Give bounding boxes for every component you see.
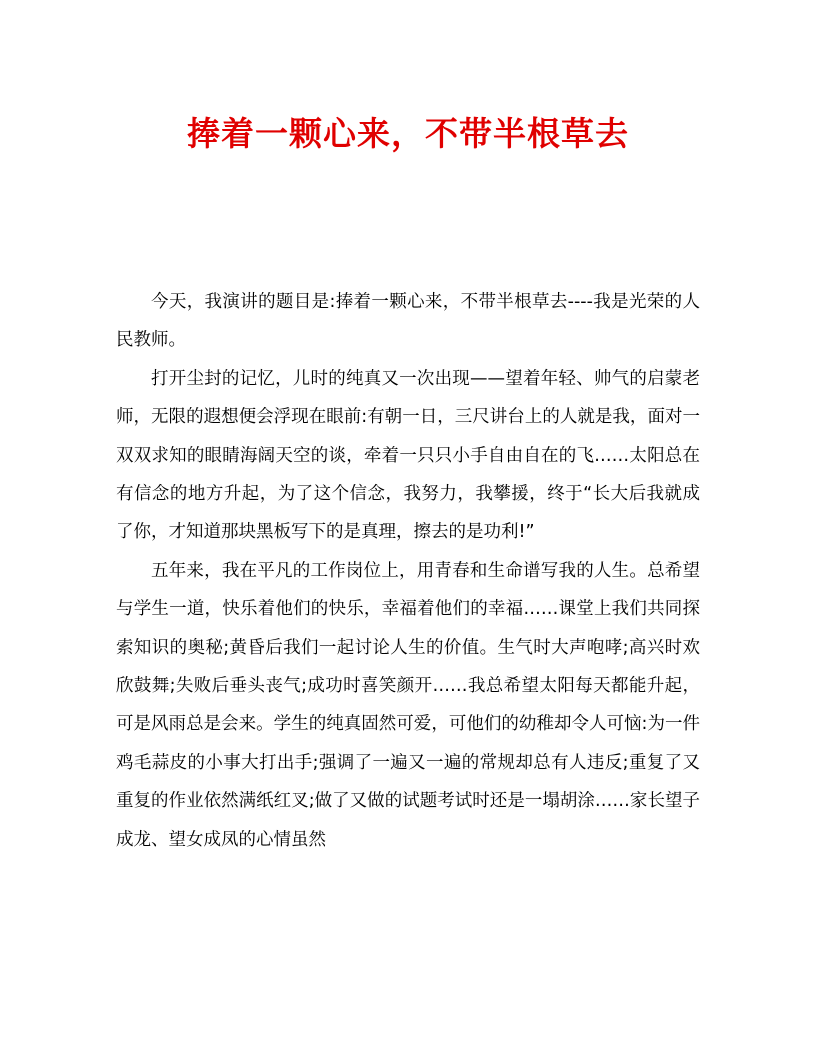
document-title: 捧着一颗心来，不带半根草去 xyxy=(187,114,629,153)
paragraph-3: 五年来，我在平凡的工作岗位上，用青春和生命谱写我的人生。总希望与学生一道，快乐着他们的快乐，幸福着他们的幸福……课堂上我们共同探索知识的奥秘;黄昏后我们一起讨论人生的价值。生气时大声咆哮;高兴时欢欣鼓舞;失败后垂头丧气;成功时喜笑颜开……我总希望太阳每天都能升起，可是风雨总是会来。学生的纯真固然可爱，可他们的幼稚却令人可恼:为一件鸡毛蒜皮的小事大打出手;强调了一遍又一遍的常规却总有人违反;重复了又重复的作业依然满纸红叉;做了又做的试题考试时还是一塌胡涂……家长望子成龙、望女成凤的心情虽然 xyxy=(116,560,700,850)
document-body xyxy=(116,283,700,859)
paragraph-1: 今天，我演讲的题目是:捧着一颗心来，不带半根草去----我是光荣的人民教师。 xyxy=(116,292,700,351)
paragraph-2: 打开尘封的记忆，儿时的纯真又一次出现——望着年轻、帅气的启蒙老师，无限的遐想便会浮现在眼前:有朝一日，三尺讲台上的人就是我，面对一双双求知的眼睛海阔天空的谈，牵着一只只小手自由自在的飞……太阳总在有信念的地方升起，为了这个信念，我努力，我攀援，终于“长大后我就成了你，才知道那块黑板写下的是真理，擦去的是功利!” xyxy=(116,368,700,543)
